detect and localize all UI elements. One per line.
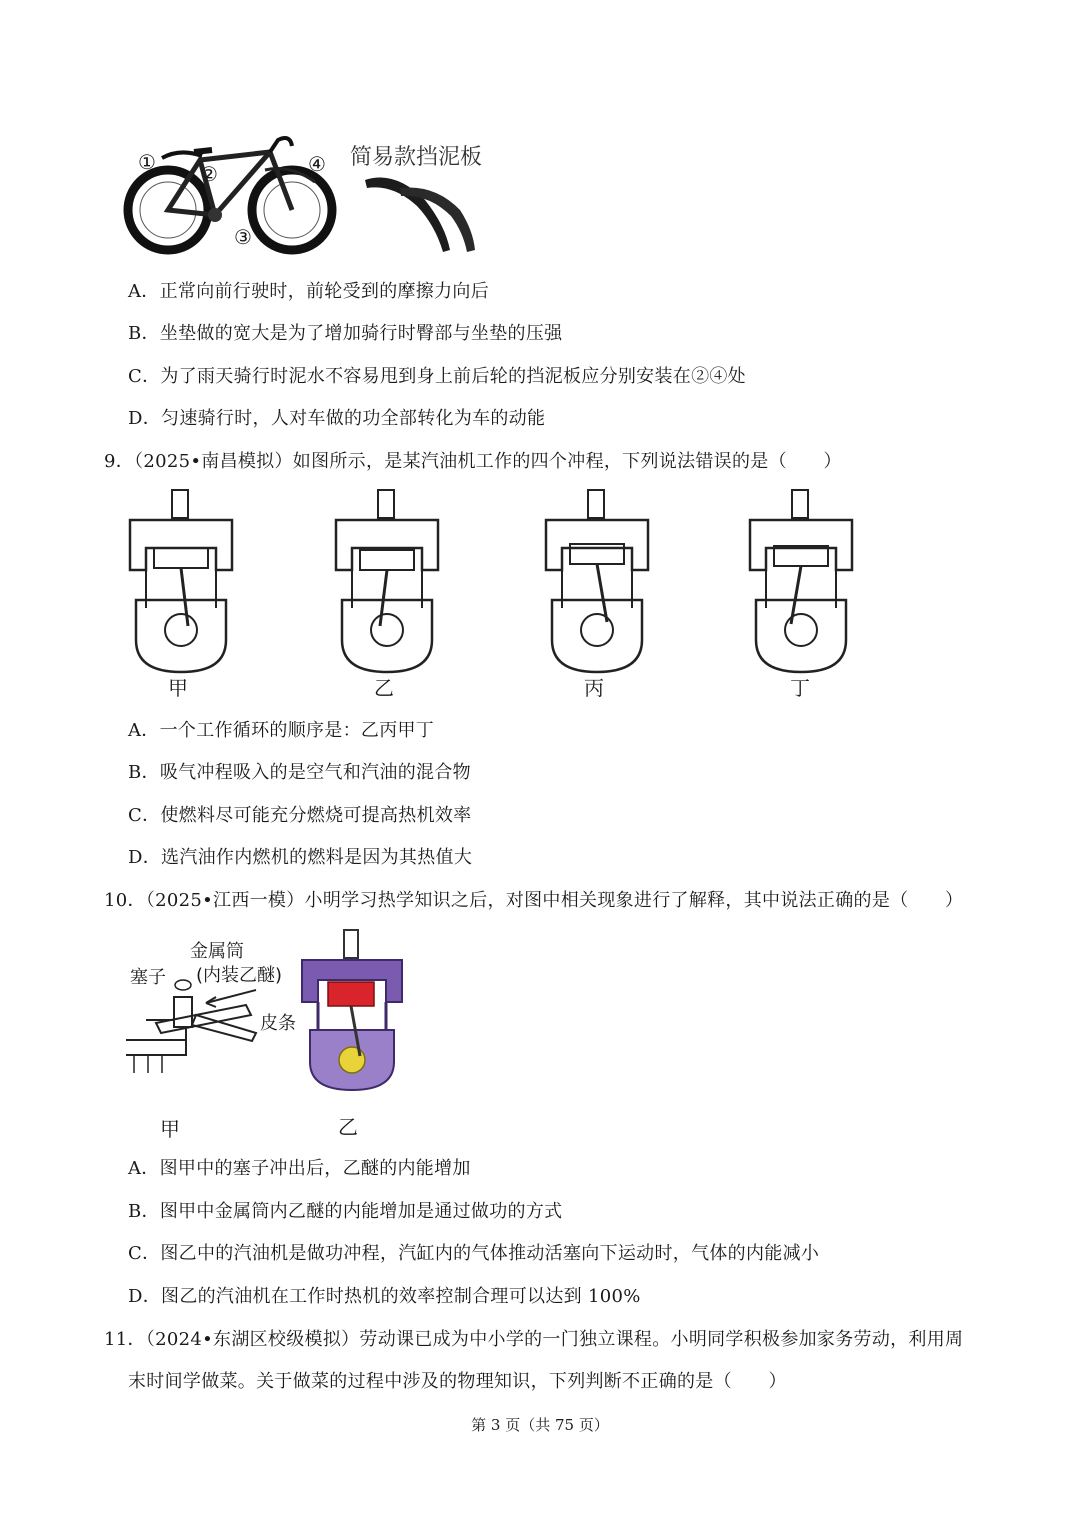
engine-figure-bing	[542, 490, 652, 675]
belt-label: 皮条	[260, 1013, 296, 1034]
metal-tube-label: 金属筒	[190, 941, 244, 962]
q9-option-d: D．选汽油作内燃机的燃料是因为其热值大	[128, 847, 473, 868]
q10-option-c: C．图乙中的汽油机是做功冲程，汽缸内的气体推动活塞向下运动时，气体的内能减小	[128, 1243, 820, 1264]
ether-label: (内装乙醚)	[196, 965, 283, 986]
q8-option-a: A．正常向前行驶时，前轮受到的摩擦力向后	[128, 281, 489, 302]
engine-label-yi: 乙	[374, 676, 394, 700]
q9-stem: 9．（2025•南昌模拟）如图所示，是某汽油机工作的四个冲程，下列说法错误的是（ ）	[104, 451, 842, 472]
q10-option-a: A．图甲中的塞子冲出后，乙醚的内能增加	[128, 1158, 471, 1179]
mudguard-figure	[355, 170, 480, 260]
q8-option-d: D．匀速骑行时，人对车做的功全部转化为车的动能	[128, 408, 546, 429]
engine-label-jia: 甲	[168, 676, 188, 700]
q8-option-c: C．为了雨天骑行时泥水不容易甩到身上前后轮的挡泥板应分别安装在②④处	[128, 366, 746, 387]
q9-option-a: A．一个工作循环的顺序是：乙丙甲丁	[128, 720, 435, 741]
q9-option-c: C．使燃料尽可能充分燃烧可提高热机效率	[128, 805, 472, 826]
bike-marker-4: ④	[308, 152, 326, 176]
q10-fig-label-yi: 乙	[338, 1115, 358, 1139]
bike-marker-2: ②	[200, 162, 218, 186]
q11-stem-line2: 末时间学做菜。关于做菜的过程中涉及的物理知识，下列判断不正确的是（ ）	[128, 1371, 787, 1392]
q10-fig-label-jia: 甲	[160, 1117, 180, 1141]
engine-figure-ding	[746, 490, 856, 675]
bike-marker-3: ③	[234, 225, 252, 249]
q9-option-b: B．吸气冲程吸入的是空气和汽油的混合物	[128, 762, 471, 783]
q11-stem-line1: 11．（2024•东湖区校级模拟）劳动课已成为中小学的一门独立课程。小明同学积极参加家务劳动，利用周	[104, 1329, 964, 1350]
q10-option-b: B．图甲中金属筒内乙醚的内能增加是通过做功的方式	[128, 1201, 563, 1222]
engine-figure-yi	[332, 490, 442, 675]
q8-option-b: B．坐垫做的宽大是为了增加骑行时臀部与坐垫的压强	[128, 323, 563, 344]
engine-label-bing: 丙	[584, 676, 604, 700]
bike-marker-1: ①	[138, 150, 156, 174]
mudguard-caption: 简易款挡泥板	[350, 145, 483, 170]
q10-option-d: D．图乙的汽油机在工作时热机的效率控制合理可以达到 100%	[128, 1286, 641, 1307]
plug-label: 塞子	[130, 967, 166, 988]
page-footer: 第 3 页（共 75 页）	[471, 1416, 609, 1434]
purple-engine-figure	[298, 930, 408, 1095]
engine-label-ding: 丁	[790, 676, 810, 700]
engine-figure-jia	[126, 490, 236, 675]
q10-stem: 10．（2025•江西一模）小明学习热学知识之后，对图中相关现象进行了解释，其中说法正确的是（ ）	[104, 890, 964, 911]
